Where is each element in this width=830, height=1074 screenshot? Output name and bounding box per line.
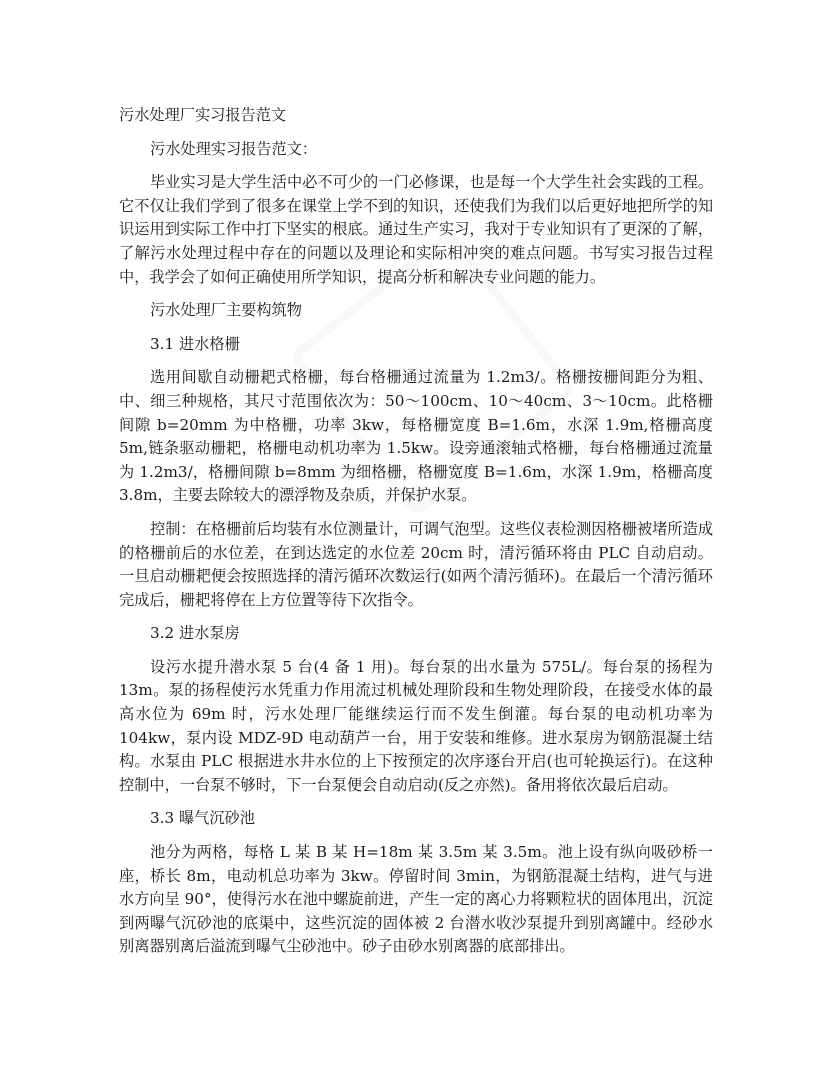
document-title: 污水处理厂实习报告范文 bbox=[119, 106, 287, 124]
heading-3-2: 3.2 进水泵房 bbox=[150, 624, 240, 643]
heading-3-1: 3.1 进水格栅 bbox=[150, 334, 240, 353]
paragraph-3-3: 池分为两格，每格 L 某 B 某 H=18m 某 3.5m 某 3.5m。池上设有纵向吸砂桥一座，桥长 8m，电动机总功率为 3kw。停留时间 3min，为钢筋混凝土结构，进气与进水方向呈 90°，使得污水在池中螺旋前进，产生一定的离心力将颗粒状的固体甩出，沉淀到两曝气沉砂池的底渠中，这些沉淀的固体被 2 台潜水收沙泵提升到别离罐中。经砂水别离器别离后溢流到曝气尘砂池中。砂子由砂水别离器的底部排出。 bbox=[119, 843, 713, 956]
intro-paragraph: 毕业实习是大学生活中必不可少的一门必修课，也是每一个大学生社会实践的工程。它不仅让我们学到了很多在课堂上学不到的知识，还使我们为我们以后更好地把所学的知识运用到实际工作中打下坚实的根底。通过生产实习，我对于专业知识有了更深的了解，了解污水处理过程中存在的问题以及理论和实际相冲突的难点问题。书写实习报告过程中，我学会了如何正确使用所学知识，提高分析和解决专业问题的能力。 bbox=[119, 173, 713, 286]
document-subtitle: 污水处理实习报告范文： bbox=[150, 139, 318, 158]
document-body bbox=[119, 104, 713, 969]
paragraph-3-1-b: 控制：在格栅前后均装有水位测量计，可调气泡型。这些仪表检测因格栅被堵所造成的格栅前后的水位差，在到达选定的水位差 20cm 时，清污循环将由 PLC 自动启动。一旦启动栅耙便会按照选择的清污循环次数运行(如两个清污循环)。在最后一个清污循环完成后，栅耙将停在上方位置等待下次指令。 bbox=[119, 519, 713, 609]
heading-3-3: 3.3 曝气沉砂池 bbox=[150, 809, 255, 828]
paragraph-3-2: 设污水提升潜水泵 5 台(4 备 1 用)。每台泵的出水量为 575L/。每台泵的扬程为 13m。泵的扬程使污水凭重力作用流过机械处理阶段和生物处理阶段，在接受水体的最高水位为 69m 时，污水处理厂能继续运行而不发生倒灌。每台泵的电动机功率为 104kw，泵内设 MDZ-9D 电动葫芦一台，用于安装和维修。进水泵房为钢筋混凝土结构。水泵由 PLC 根据进水井水位的上下按预定的次序逐台开启(也可轮换运行)。在这种控制中，一台泵不够时，下一台泵便会自动启动(反之亦然)。备用将依次最后启动。 bbox=[119, 657, 713, 794]
section-heading: 污水处理厂主要构筑物 bbox=[150, 301, 302, 320]
paragraph-3-1-a: 选用间歇自动栅耙式格栅，每台格栅通过流量为 1.2m3/。格栅按栅间距分为粗、中、细三种规格，其尺寸范围依次为：50～100cm、10～40cm、3～10cm。此格栅间隙 b=20mm 为中格栅，功率 3kw，每格栅宽度 B=1.6m，水深 1.9m,格栅高度 5m,链条驱动栅耙，格栅电动机功率为 1.5kw。设旁通滚轴式格栅，每台格栅通过流量为 1.2m3/，格栅间隙 b=8mm 为细格栅，格栅宽度 B=1.6m，水深 1.9m，格栅高度 3.8m，主要去除较大的漂浮物及杂质，并保护水泵。 bbox=[119, 368, 713, 505]
